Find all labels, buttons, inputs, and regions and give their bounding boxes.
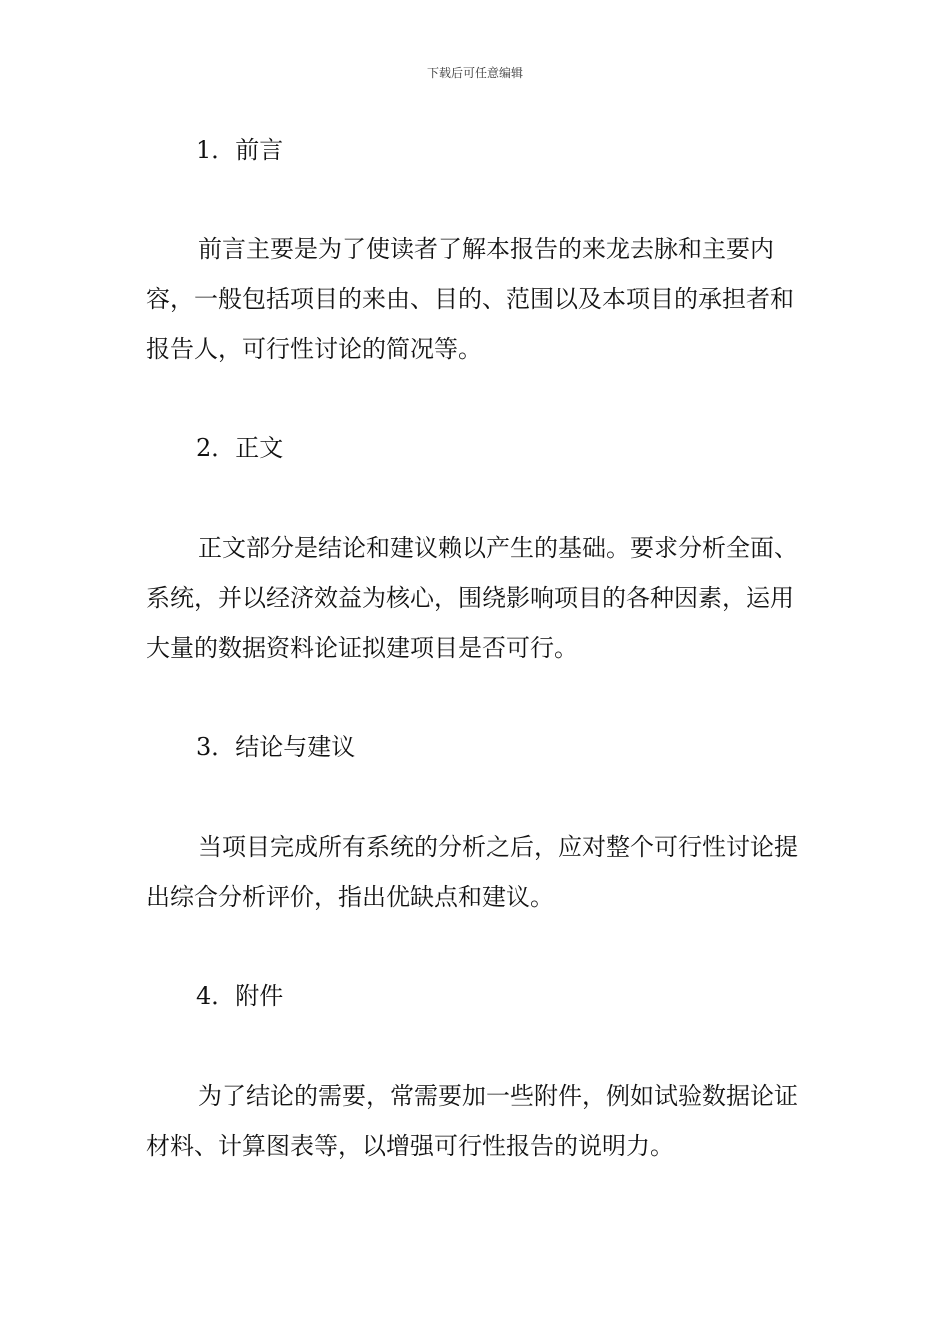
section-body-preface: 前言主要是为了使读者了解本报告的来龙去脉和主要内容，一般包括项目的来由、目的、范围以及本项目的承担者和报告人，可行性讨论的简况等。 [146, 235, 794, 363]
section-body-conclusion: 当项目完成所有系统的分析之后，应对整个可行性讨论提出综合分析评价，指出优缺点和建议。 [146, 833, 798, 911]
section-heading-appendix: 4．附件 [196, 982, 284, 1010]
section-heading-main-text: 2．正文 [196, 434, 284, 462]
section-heading-conclusion: 3．结论与建议 [196, 733, 356, 761]
section-heading-preface: 1．前言 [196, 136, 284, 164]
section-body-main-text: 正文部分是结论和建议赖以产生的基础。要求分析全面、系统，并以经济效益为核心，围绕影响项目的各种因素，运用大量的数据资料论证拟建项目是否可行。 [146, 534, 798, 662]
page-header-note: 下载后可任意编辑 [426, 66, 523, 80]
section-body-appendix: 为了结论的需要，常需要加一些附件，例如试验数据论证材料、计算图表等，以增强可行性报告的说明力。 [146, 1082, 798, 1160]
